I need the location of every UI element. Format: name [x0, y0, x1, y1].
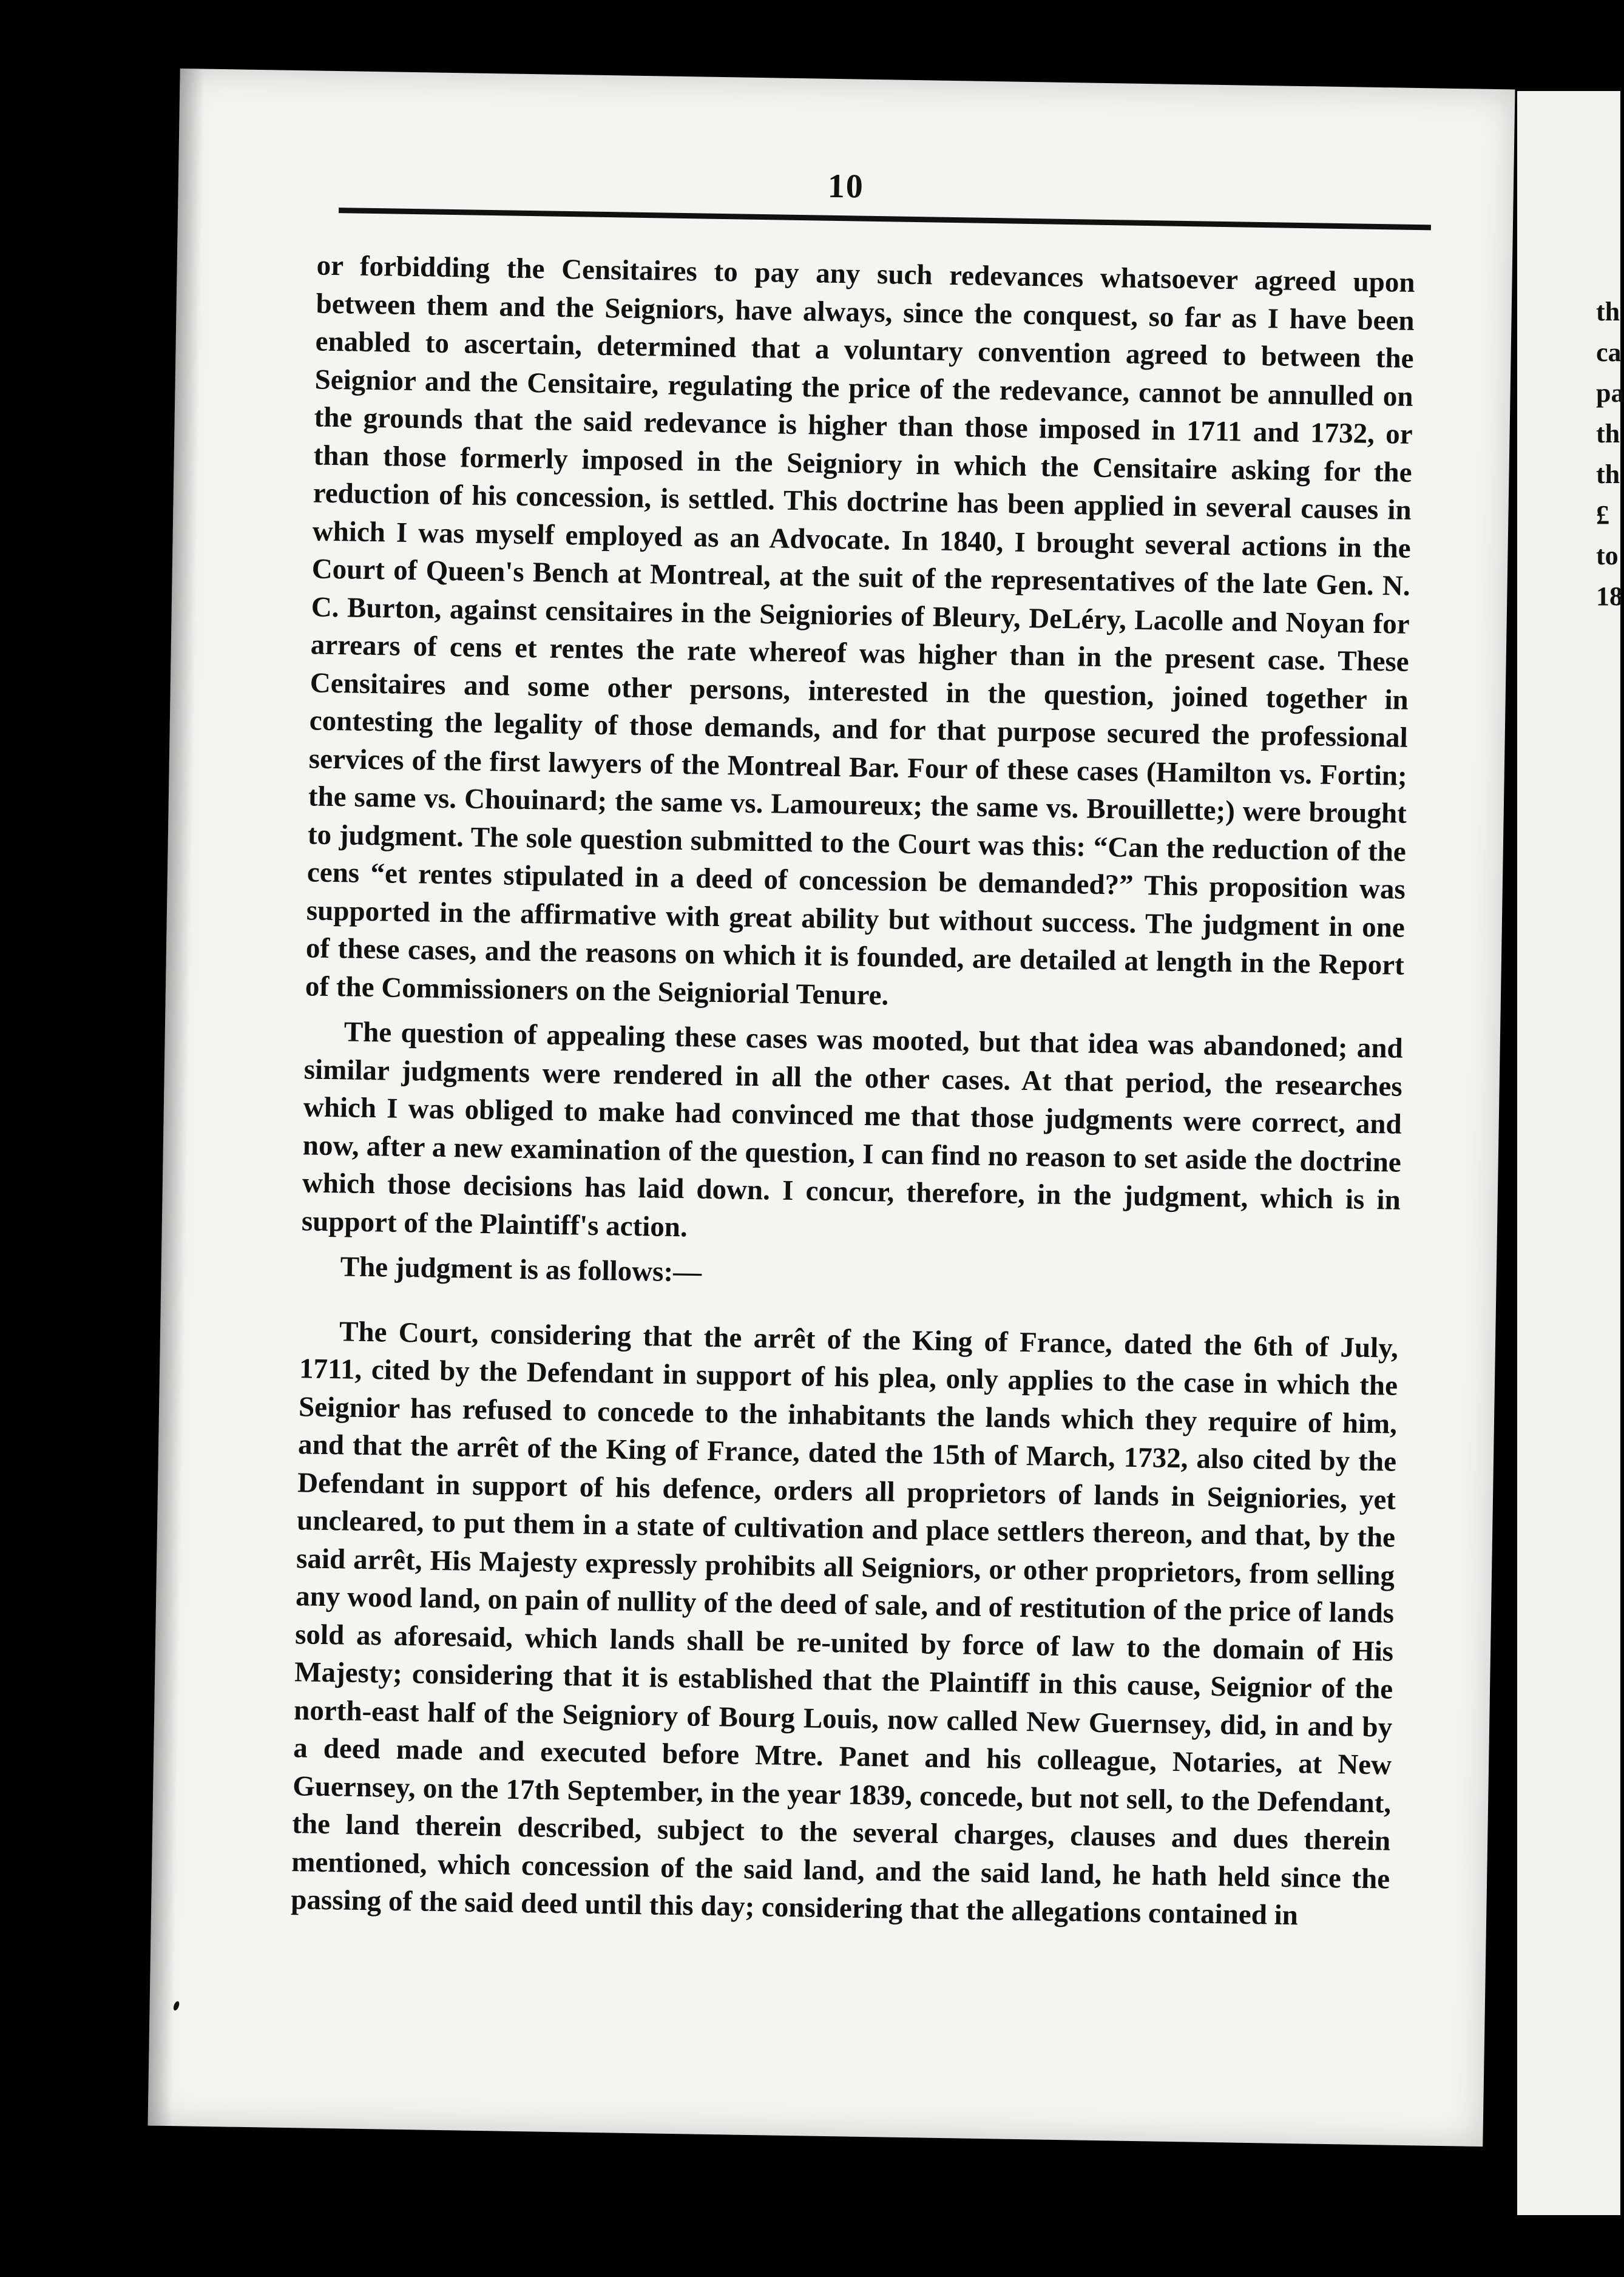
paragraph-continuation: or forbidding the Censitaires to pay any such redevances whatsoever agreed upon between them and the Seigniors, have always, since the conquest, so far as I have been enabled to ascertain, determined that a voluntary convention agreed to between the Seignior and the Censitaire, regulating the price of the redevance, cannot be annulled on the grounds that the said redevance is higher than those imposed in 1711 and 1732, or than those formerly imposed in the Seigniory in which the Censitaire asking for the reduction of his concession, is settled. This doctrine has been applied in several causes in which I was myself employed as an Advocate. In 1840, I brought several actions in the Court of Queen's Bench at Montreal, at the suit of the representatives of the late Gen. N. C. Burton, against censitaires in the Seigniories of Bleury, DeLéry, Lacolle and Noyan for arrears of cens et rentes the rate whereof was higher than in the present case. These Censitaires and some other persons, interested in the question, joined together in contesting the legality of those demands, and for that purpose secured the professional services of the first lawyers of the Montreal Bar. Four of these cases (Hamilton vs. Fortin; the same vs. Chouinard; the same vs. Lamoureux; the same vs. Brouillette;) were brought to judgment. The sole question submitted to the Court was this: “Can the reduction of the cens “et rentes stipulated in a deed of concession be demanded?” This proposition was supported in the affirmative with great ability but without success. The judgment in one of these cases, and the reasons on which it is founded, are detailed at length in the Report of the Commissioners on the Seigniorial Tenure.	[305, 249, 1415, 1011]
adjacent-fragment: pa	[1596, 378, 1624, 408]
paragraph-judgment-text: The Court, considering that the arrêt of the King of France, dated the 6th of July, 1711, cited by the Defendant in support of his plea, only applies to the case in which the Seignior has refused to concede to the inhabitants the lands which they require of him, and that the arrêt of the King of France, dated the 15th of March, 1732, also cited by the Defendant in support of his defence, orders all proprietors of lands in Seigniories, yet uncleared, to put them in a state of cultivation and place settlers thereon, and that, by the said arrêt, His Majesty expressly prohibits all Seigniors, or other proprietors, from selling any wood land, on pain of nullity of the deed of sale, and of restitution of the price of lands sold as aforesaid, which lands shall be re-united by force of law to the domain of His Majesty; considering that it is established that the Plaintiff in this cause, Seignior of the north-east half of the Seigniory of Bourg Louis, now called New Guernsey, did, in and by a deed made and executed before Mtre. Panet and his colleague, Notaries, at New Guernsey, on the 17th September, in the year 1839, concede, but not sell, to the Defendant, the land therein described, subject to the several charges, clauses and dues therein mentioned, which concession of the said land, and the said land, he hath held since the passing of the said deed until this day; considering that the allegations contained in	[290, 1315, 1399, 1932]
adjacent-fragment: to	[1596, 541, 1619, 570]
paragraph-judgment-intro: The judgment is as follows:—	[340, 1251, 702, 1288]
document-page	[148, 69, 1515, 2147]
body-text	[291, 247, 1415, 1944]
adjacent-fragment: th	[1596, 459, 1620, 489]
adjacent-fragment: £	[1596, 500, 1609, 530]
adjacent-fragment: th	[1596, 297, 1620, 326]
adjacent-fragment: ca	[1596, 337, 1622, 367]
page-number: 10	[827, 167, 865, 206]
adjacent-page-text-fragments	[1596, 291, 1624, 617]
paragraph-appeal: The question of appealing these cases was mooted, but that idea was abandoned; and similar judgments were rendered in all the other cases. At that period, the researches which I was obliged to make had convinced me that those judgments were correct, and now, after a new examination of the question, I can find no reason to set aside the doctrine which those decisions has laid down. I concur, therefore, in the judgment, which is in support of the Plaintiff's action.	[301, 1016, 1404, 1243]
adjacent-fragment: 18	[1596, 581, 1623, 611]
adjacent-fragment: th	[1596, 419, 1620, 448]
